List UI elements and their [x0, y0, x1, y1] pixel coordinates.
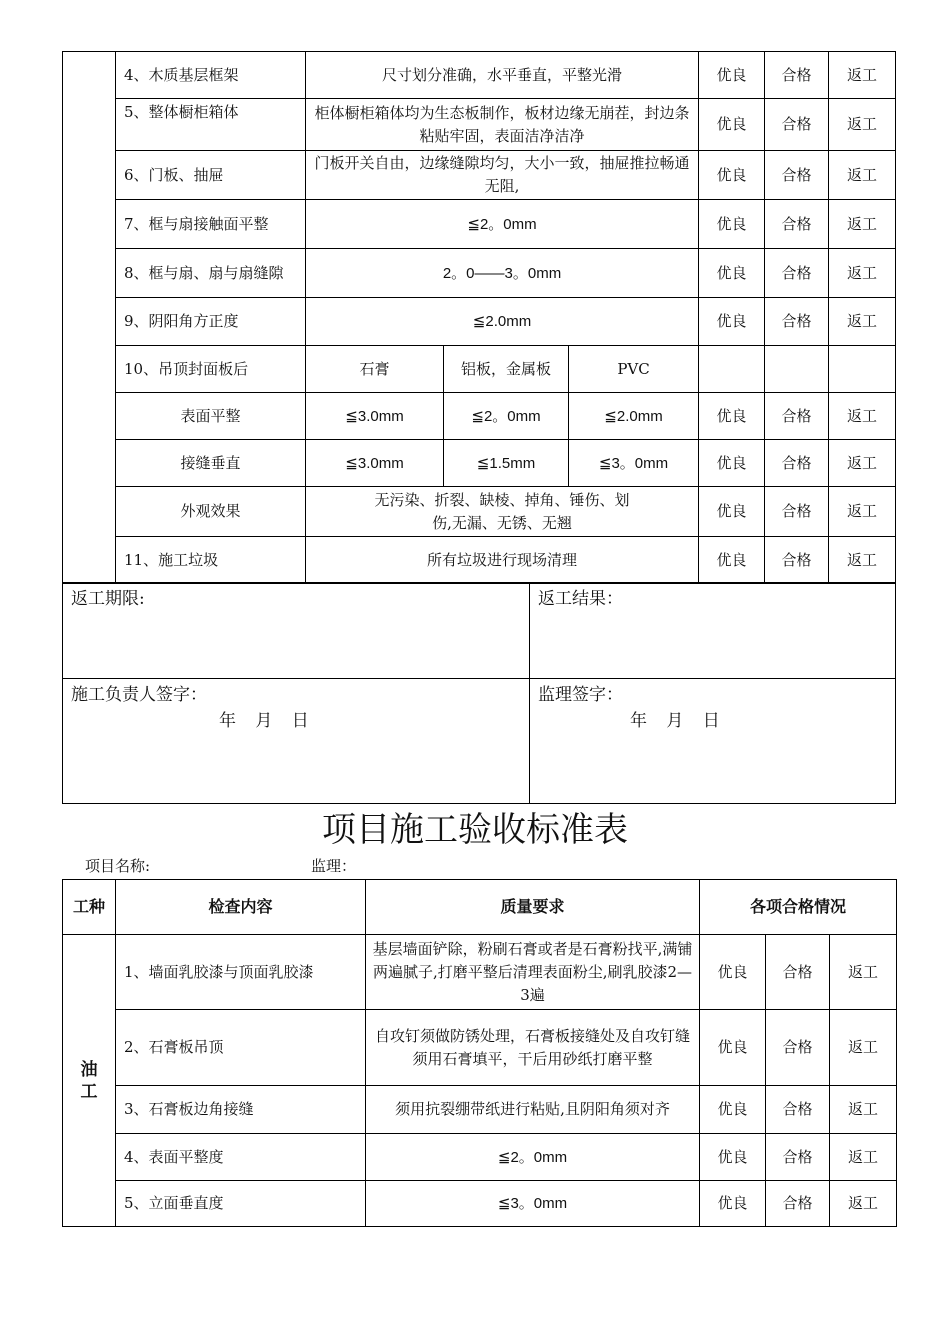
rework-deadline-field[interactable]: [63, 583, 530, 679]
table-row: [63, 151, 896, 200]
supervisor-signature-field[interactable]: [530, 679, 896, 804]
grade-excellent: 优良: [699, 393, 765, 440]
value-pvc: ≦3。0mm: [569, 440, 699, 487]
grade-excellent: 优良: [700, 1181, 766, 1227]
grade-excellent: 优良: [700, 1134, 766, 1181]
table-row: [63, 52, 896, 99]
grade-rework: 返工: [829, 200, 896, 249]
grade-rework: 返工: [829, 99, 896, 151]
item-label: 10、吊顶封面板后: [116, 346, 306, 393]
acceptance-standard-table: [62, 879, 897, 1227]
item-label: 5、立面垂直度: [116, 1181, 366, 1227]
contractor-signature-field[interactable]: [63, 679, 530, 804]
supervisor-label: 监理：: [311, 857, 357, 875]
grade-excellent: 优良: [699, 151, 765, 200]
header-check-content: 检查内容: [116, 880, 366, 935]
empty-cell: [765, 346, 829, 393]
grade-rework: 返工: [829, 487, 896, 537]
grade-excellent: 优良: [699, 487, 765, 537]
requirement-text: ≦2。0mm: [306, 200, 699, 249]
value-gypsum: ≦3.0mm: [306, 440, 444, 487]
table-row: [63, 298, 896, 346]
table-row: [63, 200, 896, 249]
grade-excellent: 优良: [699, 440, 765, 487]
contractor-signature-label: 施工负责人签字：: [71, 685, 207, 705]
grade-rework: 返工: [830, 1086, 897, 1134]
value-pvc: ≦2.0mm: [569, 393, 699, 440]
grade-rework: 返工: [830, 1181, 897, 1227]
grade-excellent: 优良: [700, 1010, 766, 1086]
requirement-text: 2。0——3。0mm: [306, 249, 699, 298]
grade-excellent: 优良: [700, 1086, 766, 1134]
item-label: 4、表面平整度: [116, 1134, 366, 1181]
item-label: 1、墙面乳胶漆与顶面乳胶漆: [116, 935, 366, 1010]
table-row: [63, 679, 896, 804]
table-row: [63, 99, 896, 151]
requirement-text: 所有垃圾进行现场清理: [306, 537, 699, 584]
work-type-cell: [63, 52, 116, 584]
table-row: [63, 935, 897, 1010]
grade-rework: 返工: [830, 1010, 897, 1086]
table-row: [63, 1010, 897, 1086]
table-row: [63, 393, 896, 440]
supervisor-signature-label: 监理签字：: [538, 685, 623, 705]
grade-pass: 合格: [765, 249, 829, 298]
project-name-label: 项目名称:: [85, 857, 151, 875]
grade-rework: 返工: [829, 249, 896, 298]
grade-excellent: 优良: [699, 99, 765, 151]
grade-pass: 合格: [765, 99, 829, 151]
grade-rework: 返工: [830, 1134, 897, 1181]
header-quality-requirement: 质量要求: [366, 880, 700, 935]
grade-pass: 合格: [765, 487, 829, 537]
grade-excellent: 优良: [699, 298, 765, 346]
item-label: 9、阴阳角方正度: [116, 298, 306, 346]
material-pvc: PVC: [569, 346, 699, 393]
requirement-text: 门板开关自由，边缘缝隙均匀，大小一致，抽屉推拉畅通无阻,: [306, 151, 699, 200]
grade-pass: 合格: [766, 1086, 830, 1134]
grade-rework: 返工: [829, 537, 896, 584]
table-row: [63, 249, 896, 298]
header-work-type: 工种: [63, 880, 116, 935]
empty-cell: [699, 346, 765, 393]
grade-excellent: 优良: [700, 935, 766, 1010]
grade-pass: 合格: [766, 1010, 830, 1086]
requirement-text: ≦2。0mm: [366, 1134, 700, 1181]
rework-deadline-label: 返工期限:: [71, 589, 145, 609]
value-gypsum: ≦3.0mm: [306, 393, 444, 440]
empty-cell: [829, 346, 896, 393]
item-label: 2、石膏板吊顶: [116, 1010, 366, 1086]
grade-rework: 返工: [829, 298, 896, 346]
requirement-text: ≦3。0mm: [366, 1181, 700, 1227]
rework-result-field[interactable]: [530, 583, 896, 679]
requirement-text: 基层墙面铲除，粉刷石膏或者是石膏粉找平,满铺两遍腻子,打磨平整后清理表面粉尘,刷乳胶漆2—3遍: [366, 935, 700, 1010]
table-row: [63, 440, 896, 487]
item-label: 5、整体橱柜箱体: [116, 99, 306, 151]
requirement-text: 尺寸划分准确，水平垂直，平整光滑: [306, 52, 699, 99]
signoff-table: [62, 582, 896, 804]
item-label: 6、门板、抽屉: [116, 151, 306, 200]
item-label: 11、施工垃圾: [116, 537, 306, 584]
grade-excellent: 优良: [699, 52, 765, 99]
requirement-text: 柜体橱柜箱体均为生态板制作，板材边缘无崩茬，封边条粘贴牢固，表面洁净洁净: [306, 99, 699, 151]
value-metal: ≦2。0mm: [444, 393, 569, 440]
grade-excellent: 优良: [699, 249, 765, 298]
grade-pass: 合格: [766, 1181, 830, 1227]
requirement-text: 自攻钉须做防锈处理，石膏板接缝处及自攻钉缝须用石膏填平，干后用砂纸打磨平整: [366, 1010, 700, 1086]
item-label: 接缝垂直: [116, 440, 306, 487]
table-row: [63, 537, 896, 584]
item-label: 表面平整: [116, 393, 306, 440]
item-label: 3、石膏板边角接缝: [116, 1086, 366, 1134]
table-row: [63, 1134, 897, 1181]
grade-pass: 合格: [765, 151, 829, 200]
item-label: 外观效果: [116, 487, 306, 537]
grade-rework: 返工: [829, 393, 896, 440]
grade-rework: 返工: [829, 440, 896, 487]
table-row: [63, 1086, 897, 1134]
requirement-text: ≦2.0mm: [306, 298, 699, 346]
requirement-text: 无污染、折裂、缺棱、掉角、锤伤、划伤,无漏、无锈、无翘: [306, 487, 699, 537]
grade-rework: 返工: [829, 52, 896, 99]
grade-pass: 合格: [766, 1134, 830, 1181]
grade-pass: 合格: [765, 52, 829, 99]
grade-pass: 合格: [765, 537, 829, 584]
table-row: [63, 1181, 897, 1227]
header-row: [63, 880, 897, 935]
value-metal: ≦1.5mm: [444, 440, 569, 487]
table-row: [63, 346, 896, 393]
grade-excellent: 优良: [699, 200, 765, 249]
document-meta: [85, 856, 356, 876]
table-row: [63, 487, 896, 537]
header-pass-status: 各项合格情况: [700, 880, 897, 935]
item-label: 4、木质基层框架: [116, 52, 306, 99]
date-line: 年 月 日: [630, 711, 720, 731]
grade-pass: 合格: [766, 935, 830, 1010]
material-metal: 铝板，金属板: [444, 346, 569, 393]
material-gypsum: 石膏: [306, 346, 444, 393]
grade-rework: 返工: [829, 151, 896, 200]
grade-pass: 合格: [765, 440, 829, 487]
work-type-painter: 油工: [63, 935, 116, 1227]
grade-pass: 合格: [765, 393, 829, 440]
inspection-table-continued: [62, 51, 896, 584]
requirement-text: 须用抗裂绷带纸进行粘贴,且阴阳角须对齐: [366, 1086, 700, 1134]
rework-result-label: 返工结果：: [538, 589, 623, 609]
item-label: 8、框与扇、扇与扇缝隙: [116, 249, 306, 298]
item-label: 7、框与扇接触面平整: [116, 200, 306, 249]
document-title: 项目施工验收标准表: [322, 810, 628, 850]
date-line: 年 月 日: [219, 711, 309, 731]
table-row: [63, 583, 896, 679]
grade-rework: 返工: [830, 935, 897, 1010]
grade-excellent: 优良: [699, 537, 765, 584]
grade-pass: 合格: [765, 298, 829, 346]
grade-pass: 合格: [765, 200, 829, 249]
